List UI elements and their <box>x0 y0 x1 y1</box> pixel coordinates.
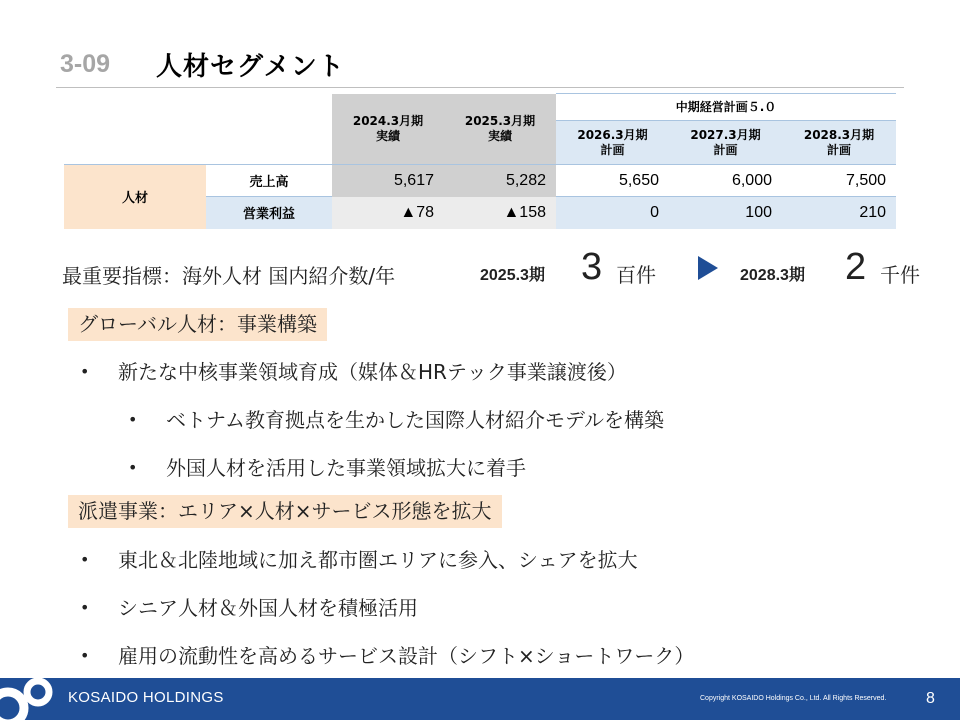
header-divider <box>56 87 904 88</box>
cell-value: 5,617 <box>332 165 444 197</box>
financial-table <box>64 93 896 229</box>
col-header-line: 2028.3月期 <box>803 127 875 142</box>
cell-value: 6,000 <box>669 165 782 197</box>
col-header-line: 計画 <box>600 142 625 157</box>
col-header-line: 2027.3月期 <box>690 127 761 142</box>
plan-header: 中期経営計画５.０ <box>556 94 896 121</box>
page-title: 人材セグメント <box>156 51 345 82</box>
footer-copyright: Copyright KOSAIDO Holdings Co., Ltd. All Rights Reserved. <box>700 695 887 702</box>
col-header-fy2026 <box>556 121 669 165</box>
page-number: 8 <box>926 690 935 707</box>
kpi-label: 最重要指標：海外人材 国内紹介数/年 <box>62 264 396 288</box>
kpi-from-period <box>480 262 545 285</box>
list-item <box>80 544 638 573</box>
section-number: 3-09 <box>60 49 111 78</box>
list-item-text: 外国人材を活用した事業領域拡大に着手 <box>166 456 526 480</box>
kpi-to-period <box>740 262 805 285</box>
list-item-text: シニア人材＆外国人材を積極活用 <box>118 596 418 620</box>
col-header-line: 2026.3月期 <box>577 127 648 142</box>
list-item <box>80 356 627 385</box>
bullet-icon: • <box>80 598 90 617</box>
list-item-text: 東北＆北陸地域に加え都市圏エリアに参入、シェアを拡大 <box>118 548 638 572</box>
segment-label: 人材 <box>64 165 206 229</box>
cell-value: 100 <box>669 197 782 229</box>
col-header-fy2027 <box>669 121 782 165</box>
col-header-line: 2024.3月期 <box>352 113 424 128</box>
kpi-from-value: 3 <box>581 246 603 288</box>
triangle-arrow-right-icon <box>698 256 718 280</box>
kpi-line <box>62 246 942 298</box>
cell-value: 5,282 <box>444 165 556 197</box>
kpi-from-period-suffix: 期 <box>528 265 545 284</box>
bullet-icon: • <box>80 550 90 569</box>
cell-value: 5,650 <box>556 165 669 197</box>
cell-value: 7,500 <box>782 165 896 197</box>
list-item-text: 新たな中核事業領域育成（媒体＆HRテック事業譲渡後） <box>118 360 627 384</box>
kpi-from-unit: 百件 <box>616 263 656 287</box>
cell-value: ▲158 <box>444 197 556 229</box>
col-header-fy2028 <box>782 121 896 165</box>
list-item-text: ベトナム教育拠点を生かした国際人材紹介モデルを構築 <box>166 408 664 432</box>
col-header-line: 計画 <box>713 142 738 157</box>
row-label-sales: 売上高 <box>206 165 332 197</box>
col-header-fy2024 <box>332 94 444 165</box>
list-item <box>128 452 526 481</box>
col-header-line: 実績 <box>487 128 512 143</box>
kpi-to-unit: 千件 <box>880 263 920 287</box>
row-label-operating-profit: 営業利益 <box>206 197 332 229</box>
footer-bar <box>0 678 960 720</box>
section-heading-staffing: 派遣事業：エリア×人材×サービス形態を拡大 <box>68 495 502 528</box>
kpi-from-period-num: 2025.3 <box>480 267 529 284</box>
cell-value: 210 <box>782 197 896 229</box>
footer-brand: KOSAIDO HOLDINGS <box>68 689 224 706</box>
col-header-fy2025 <box>444 94 556 165</box>
col-header-line: 実績 <box>375 128 400 143</box>
kpi-to-period-suffix: 期 <box>788 265 805 284</box>
list-item <box>80 592 418 621</box>
kpi-to-value: 2 <box>845 246 867 288</box>
list-item-text: 雇用の流動性を高めるサービス設計（シフト×ショートワーク） <box>118 644 695 668</box>
col-header-line: 計画 <box>827 142 852 157</box>
table-corner <box>64 94 332 165</box>
company-logo-icon <box>0 678 60 720</box>
bullet-icon: • <box>80 362 90 381</box>
bullet-icon: • <box>128 410 138 429</box>
list-item <box>128 404 664 433</box>
cell-value: 0 <box>556 197 669 229</box>
cell-value: ▲78 <box>332 197 444 229</box>
list-item <box>80 640 694 669</box>
section-heading-global: グローバル人材：事業構築 <box>68 308 327 341</box>
kpi-to-period-num: 2028.3 <box>740 267 789 284</box>
bullet-icon: • <box>80 646 90 665</box>
col-header-line: 2025.3月期 <box>464 113 536 128</box>
bullet-icon: • <box>128 458 138 477</box>
slide-header <box>60 44 345 84</box>
table-row-sales <box>64 165 896 197</box>
